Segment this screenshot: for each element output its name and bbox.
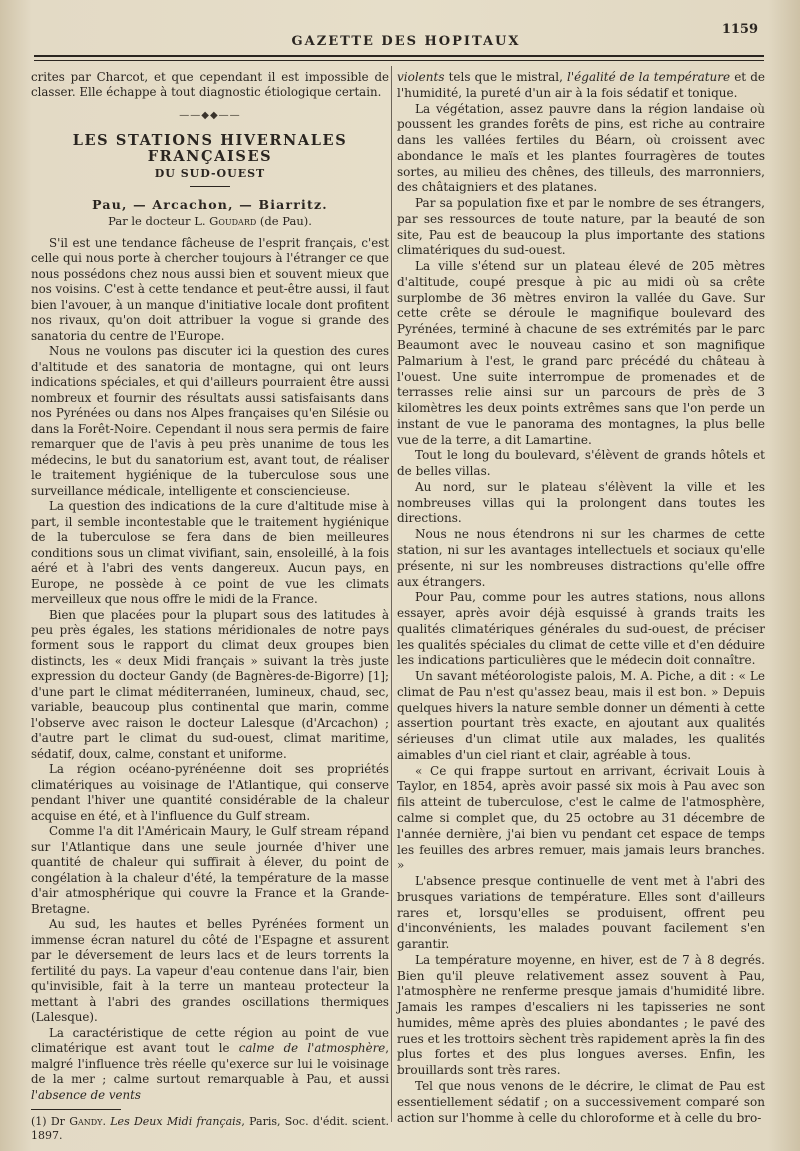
italic-run: calme de l'atmosphère <box>238 1041 386 1056</box>
article-places: Pau, — Arcachon, — Biarritz. <box>92 196 328 212</box>
paragraph: Au sud, les hautes et belles Pyrénées forment un immense écran naturel du côté de l'Espagne et assurent par le déversement de leurs lacs et de leurs torrents la fertilité du pays. La vapeur d'eau contenue dans l'air, bien qu'invisible, fait à la terre un manteau protecteur la mettant à l'abri des grandes oscillations thermiques (Lalesque). <box>31 917 389 1025</box>
paragraph: La région océano-pyrénéenne doit ses propriétés climatériques au voisinage de l'Atlantique, qui conserve pendant l'hiver une quantité considérable de la chaleur acquise en été, et à l'influence du Gulf stream. <box>31 762 389 823</box>
article-byline <box>31 214 389 229</box>
page-header <box>30 22 782 52</box>
paragraph: Tel que nous venons de le décrire, le climat de Pau est essentiellement sédatif ; on a successivement comparé son action sur l'homme à celle du chloroforme et à celle du bro- <box>397 1079 765 1125</box>
text-run: tels que le mistral, <box>444 70 568 84</box>
paragraph: S'il est une tendance fâcheuse de l'esprit français, c'est celle qui nous porte à chercher toujours à l'étranger ce que nous possédons chez nous aussi bien et souvent mieux que nos voisins. C'est à cette tendance et peut-être aussi, il faut bien l'avouer, à un manque d'initiative locale dont profitent nos rivaux, qu'on doit attribuer la vogue si grande des sanatoria du centre de l'Europe. <box>31 235 389 343</box>
text-run: et de l'humidité, la pureté d'un air à la fois sédatif et tonique. <box>397 70 766 100</box>
paragraph: Au nord, sur le plateau s'élèvent la ville et les nombreuses villas qui la prolongent dans toutes les directions. <box>397 479 765 526</box>
article-title: LES STATIONS HIVERNALES FRANÇAISES <box>72 132 348 165</box>
paragraph: Nous ne nous étendrons ni sur les charmes de cette station, ni sur les avantages intellectuels et sociaux qu'elle présente, ni sur les nombreuses distractions qu'elle offre aux étrangers. <box>397 527 765 589</box>
page-number: 1159 <box>721 22 758 37</box>
article-subtitle: DU SUD-OUEST <box>154 167 266 181</box>
paragraph: Par sa population fixe et par le nombre de ses étrangers, par ses ressources de toute nature, par la beauté de son site, Pau est de beaucoup la plus importante des stations climatériques du sud-ouest. <box>397 196 765 258</box>
continued-paragraph <box>397 70 765 102</box>
footnote-rule <box>31 1109 121 1110</box>
footnote-author: Gandy <box>69 1115 103 1128</box>
byline-suffix: (de Pau). <box>256 214 312 229</box>
paragraph: Bien que placées pour la plupart sous des latitudes à peu près égales, les stations méridionales de notre pays forment sous le rapport du climat deux groupes bien distincts, les « deux Midi français » suivant la très juste expression du docteur Gandy (de Bagnères-de-Bigorre) [1]; d'une part le climat méditerranéen, lumineux, chaud, sec, variable, beaucoup plus continental que marin, comme l'observe avec raison le docteur Lalesque (d'Arcachon) ; d'autre part le climat du sud-ouest, climat maritime, sédatif, doux, calme, constant et uniforme. <box>31 607 389 761</box>
text-run: La caractéristique de cette région au point de vue climatérique est avant tout le <box>31 1025 389 1056</box>
paragraph: La question des indications de la cure d'altitude mise à part, il semble incontestable que le traitement hygiénique de la tuberculose se fera dans de bien meilleures conditions sous un climat vivifiant, sain, ensoleillé, à la fois aéré et à l'abri des vents dangereux. Aucun pays, en Europe, ne possède à ce point de vue les climats merveilleux que nous offre le midi de la France. <box>31 499 389 607</box>
paragraph: L'absence presque continuelle de vent met à l'abri des brusques variations de température. Elles sont d'ailleurs rares et, lorsqu'elles se produisent, offrent peu d'inconvénients, les malades pouvant facilement s'en garantir. <box>397 874 765 952</box>
footnote: (1) Dr Gandy. Les Deux Midi français, Paris, Soc. d'édit. scient. 1897. <box>31 1115 390 1142</box>
paragraph: La ville s'étend sur un plateau élevé de 205 mètres d'altitude, coupé presque à pic au midi où sa crête surplombe de 36 mètres environ la vallée du Gave. Sur cette crête se déroule le magnifique boulevard des Pyrénées, terminé à chacune de ses extrémités par le parc Beaumont avec le nouveau casino et son magnifique Palmarium à l'est, le grand parc précédé du château à l'ouest. Une suite interrompue de promenades et de terrasses relie ainsi sur un parcours de près de 3 kilomètres les deux points extrêmes sans que l'on perde un instant de vue le panorama des montagnes, la plus belle vue de la terre, a dit Lamartine. <box>397 259 765 447</box>
footnote-publisher: , Paris, Soc. d'édit. scient. 1897. <box>31 1115 390 1142</box>
continued-paragraph: crites par Charcot, et que cependant il est impossible de classer. Elle échappe à tout diagnostic étiologique certain. <box>31 70 389 100</box>
paragraph: Un savant météorologiste palois, M. A. Piche, a dit : « Le climat de Pau n'est qu'assez beau, mais il est bon. » Depuis quelques hivers la nature semble donner un démenti à cette assertion pourtant très exacte, en ajoutant aux qualités sérieuses d'un climat utile aux malades, les qualités aimables d'un ciel riant et clair, agréable à tous. <box>397 669 765 762</box>
paragraph: Tout le long du boulevard, s'élèvent de grands hôtels et de belles villas. <box>397 448 765 479</box>
italic-run: violents <box>397 70 445 84</box>
title-rule <box>190 186 230 187</box>
journal-title: GAZETTE DES HOPITAUX <box>291 34 521 49</box>
byline-author: Goudard <box>209 214 257 229</box>
footnote-title: Les Deux Midi français <box>110 1115 242 1128</box>
header-rule-thin <box>34 60 764 61</box>
header-rule-thick <box>34 55 764 57</box>
left-column <box>31 70 389 1143</box>
footnote-marker: (1) Dr <box>31 1115 70 1128</box>
paragraph: Comme l'a dit l'Américain Maury, le Gulf stream répand sur l'Atlantique dans une seule journée d'hiver une quantité de chaleur qui suffirait à élever, du point de congélation à la chaleur d'été, la température de la masse d'air atmosphérique qui couvre la France et la Grande-Bretagne. <box>31 824 389 916</box>
paragraph: Nous ne voulons pas discuter ici la question des cures d'altitude et des sanatoria de montagne, qui ont leurs indications spéciales, et qui d'ailleurs pourraient être aussi nombreux et fournir des résultats aussi satisfaisants dans nos Pyrénées ou dans nos Alpes françaises qu'en Silésie ou dans la Forêt-Noire. Cependant il nous sera permis de faire remarquer que de l'avis à peu près unanime de tous les médecins, le but du sanatorium est, avant tout, de réaliser le traitement hygiénique de la tuberculose sous une surveillance médicale, intelligente et consciencieuse. <box>31 344 389 498</box>
paragraph <box>31 1026 389 1103</box>
italic-run: l'absence de vents <box>31 1087 141 1102</box>
byline-prefix: Par le docteur L. <box>108 214 210 229</box>
italic-run: l'égalité de la température <box>567 70 731 84</box>
paragraph: « Ce qui frappe surtout en arrivant, écrivait Louis à Taylor, en 1854, après avoir passé six mois à Pau avec son fils atteint de tuberculose, c'est le calme de l'atmosphère, calme si complet que, du 25 octobre au 31 décembre de l'année dernière, j'ai bien vu pendant cet espace de temps les feuilles des arbres remuer, mais jamais leurs branches. » <box>397 763 765 873</box>
paragraph: La température moyenne, en hiver, est de 7 à 8 degrés. Bien qu'il pleuve relativement assez souvent à Pau, l'atmosphère ne renferme presque jamais d'humidité libre. Jamais les rampes d'escaliers ni les tapisseries ne sont humides, même après des pluies abondantes ; le pavé des rues et les trottoirs sèchent très rapidement après la fin des plus fortes et des plus longues averses. Enfin, les brouillards sont très rares. <box>397 952 765 1078</box>
paragraph: La végétation, assez pauvre dans la région landaise où poussent les grandes forêts de pins, est riche au contraire dans les vallées fertiles du Béarn, où croissent avec abondance le maïs et les plantes fourragères de toutes sortes, au milieu des chênes, des tilleuls, des marronniers, des châtaigniers et des platanes. <box>397 101 765 195</box>
paragraph: Pour Pau, comme pour les autres stations, nous allons essayer, après avoir déjà esquissé à grands traits les qualités climatériques générales du sud-ouest, de préciser les qualités spéciales du climat de cette ville et d'en déduire les indications particulières que le médecin doit connaître. <box>397 590 765 668</box>
text-run: , malgré l'influence très réelle qu'exerce sur lui le voisinage de la mer ; calme surtout remarquable à Pau, et aussi <box>31 1041 390 1087</box>
column-separator <box>391 66 392 1122</box>
right-column <box>397 70 765 1126</box>
section-ornament: ——◆◆—— <box>179 109 241 121</box>
